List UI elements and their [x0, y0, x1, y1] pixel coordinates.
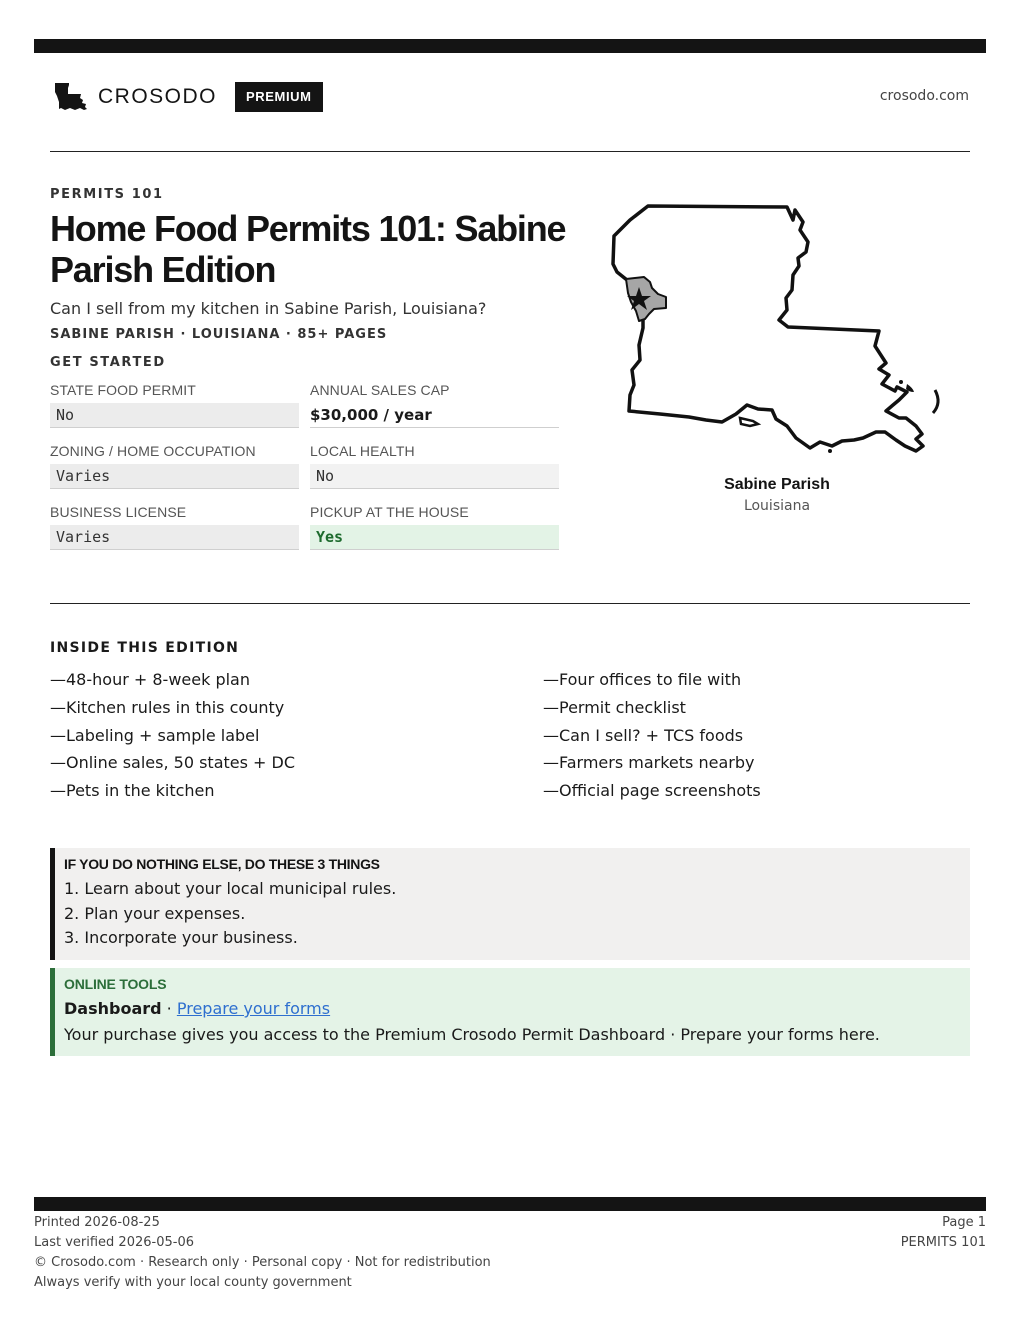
fact-value: Varies	[50, 525, 299, 550]
todo-heading: IF YOU DO NOTHING ELSE, DO THESE 3 THINGS	[64, 856, 380, 872]
permit-facts-grid	[50, 383, 559, 566]
louisiana-outline	[613, 206, 923, 451]
list-item: — Labeling + sample label	[50, 722, 295, 750]
vermilion-bay-islands	[740, 418, 758, 426]
chandeleur-island	[933, 390, 938, 413]
page-subtitle: Can I sell from my kitchen in Sabine Parish, Louisiana?	[50, 299, 487, 318]
brand-name: CROSODO	[98, 85, 218, 108]
top-rule-bar	[34, 39, 986, 53]
fact-label: PICKUP AT THE HOUSE	[310, 504, 469, 520]
louisiana-parish-map	[610, 200, 945, 460]
fact-label: STATE FOOD PERMIT	[50, 382, 196, 398]
fact-label: BUSINESS LICENSE	[50, 504, 187, 520]
fact-value: Yes	[310, 525, 559, 550]
footer-left	[34, 1213, 491, 1293]
fact-annual-sales-cap	[310, 383, 559, 444]
page-number: Page 1	[942, 1215, 986, 1230]
tools-description: Your purchase gives you access to the Premium Crosodo Permit Dashboard · Prepare your forms here.	[64, 1025, 880, 1044]
fact-label: ANNUAL SALES CAP	[310, 382, 450, 398]
list-item: — Permit checklist	[543, 694, 761, 722]
site-url-link[interactable]: crosodo.com	[879, 88, 969, 104]
separator: ·	[161, 999, 177, 1018]
footer-section: PERMITS 101	[900, 1235, 986, 1250]
brand[interactable]	[54, 82, 323, 112]
verify-disclaimer: Always verify with your local county government	[34, 1275, 352, 1290]
delta-island-dot	[899, 380, 903, 384]
inside-list-right	[543, 666, 761, 805]
map-state-name: Louisiana	[743, 498, 811, 514]
header-divider	[50, 151, 970, 152]
copyright-notice: © Crosodo.com · Research only · Personal copy · Not for redistribution	[34, 1255, 491, 1270]
fact-value: No	[310, 464, 559, 489]
fact-zoning-home-occupation	[50, 444, 299, 505]
fact-label: LOCAL HEALTH	[310, 443, 415, 459]
section-divider	[50, 603, 970, 604]
list-item: — Farmers markets nearby	[543, 749, 761, 777]
todo-item: 3. Incorporate your business.	[64, 928, 298, 947]
list-item: — 48-hour + 8-week plan	[50, 666, 295, 694]
list-item: — Can I sell? + TCS foods	[543, 722, 761, 750]
map-parish-name: Sabine Parish	[724, 476, 830, 493]
page-title: Home Food Permits 101: Sabine Parish Edition	[50, 208, 566, 290]
premium-badge: PREMIUM	[235, 82, 323, 112]
todo-callout	[50, 848, 970, 960]
fact-local-health	[310, 444, 559, 505]
list-item: — Kitchen rules in this county	[50, 694, 295, 722]
fact-value: No	[50, 403, 299, 428]
tools-heading: ONLINE TOOLS	[64, 976, 167, 992]
section-kicker: PERMITS 101	[50, 187, 164, 202]
list-item: — Official page screenshots	[543, 777, 761, 805]
fact-value: $30,000 / year	[310, 403, 559, 428]
fact-state-food-permit	[50, 383, 299, 444]
fact-pickup-at-house	[310, 505, 559, 566]
tools-dashboard-line	[64, 997, 970, 1021]
footer-rule-bar	[34, 1197, 986, 1211]
fact-label: ZONING / HOME OCCUPATION	[50, 443, 256, 459]
fact-business-license	[50, 505, 299, 566]
inside-edition-heading: INSIDE THIS EDITION	[50, 640, 240, 656]
list-item: — Pets in the kitchen	[50, 777, 295, 805]
inside-list-left	[50, 666, 295, 805]
todo-list	[64, 877, 970, 951]
louisiana-logo-icon	[54, 82, 88, 112]
printed-date: Printed 2026-08-25	[34, 1215, 160, 1230]
fact-value: Varies	[50, 464, 299, 489]
get-started-heading: GET STARTED	[50, 355, 166, 370]
dashboard-label: Dashboard	[64, 999, 162, 1018]
footer-right	[901, 1213, 986, 1253]
list-item: — Four offices to file with	[543, 666, 761, 694]
verified-date: Last verified 2026-05-06	[34, 1235, 194, 1250]
coast-island-dot	[828, 449, 832, 453]
prepare-forms-link[interactable]: Prepare your forms	[176, 999, 331, 1018]
edition-meta: SABINE PARISH · LOUISIANA · 85+ PAGES	[50, 327, 388, 342]
todo-item: 1. Learn about your local municipal rules.	[64, 879, 397, 898]
online-tools-callout	[50, 968, 970, 1056]
todo-item: 2. Plan your expenses.	[64, 903, 246, 923]
list-item: — Online sales, 50 states + DC	[50, 749, 295, 777]
